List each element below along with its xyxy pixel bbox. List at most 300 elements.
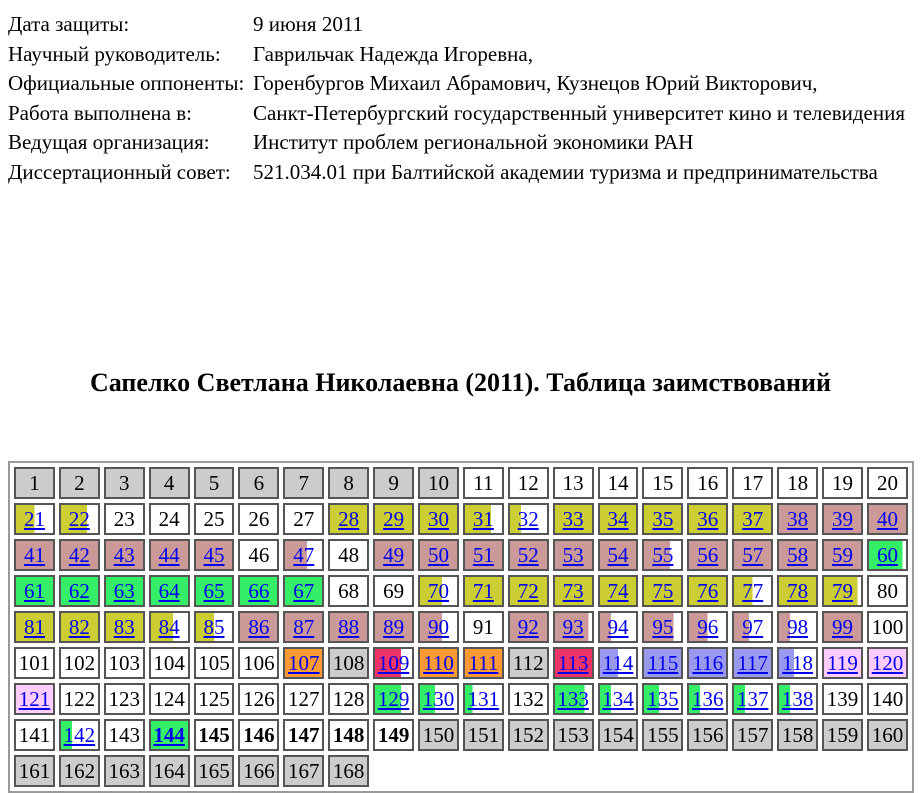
page-link[interactable]: 119 bbox=[827, 651, 858, 675]
page-link[interactable]: 88 bbox=[338, 615, 360, 639]
page-link[interactable]: 81 bbox=[23, 615, 45, 639]
page-link[interactable]: 63 bbox=[113, 579, 135, 603]
page-link[interactable]: 135 bbox=[647, 687, 679, 711]
page-cell bbox=[194, 467, 235, 499]
page-link[interactable]: 87 bbox=[293, 615, 315, 639]
page-cell[interactable] bbox=[508, 539, 549, 571]
page-number: 20 bbox=[876, 471, 898, 495]
page-cell bbox=[822, 467, 863, 499]
page-number: 159 bbox=[826, 723, 859, 747]
page-cell[interactable] bbox=[59, 575, 100, 607]
page-cell bbox=[104, 719, 145, 751]
page-cell[interactable] bbox=[149, 539, 190, 571]
page-link[interactable]: 90 bbox=[427, 615, 449, 639]
page-row bbox=[14, 539, 908, 571]
page-link[interactable]: 57 bbox=[742, 543, 764, 567]
page-cell[interactable] bbox=[508, 503, 549, 535]
page-cell bbox=[598, 467, 639, 499]
page-cell[interactable] bbox=[687, 575, 728, 607]
page-number: 126 bbox=[243, 687, 275, 711]
page-cell bbox=[508, 647, 549, 679]
page-link[interactable]: 99 bbox=[831, 615, 853, 639]
page-link[interactable]: 62 bbox=[68, 579, 90, 603]
page-cell[interactable] bbox=[598, 575, 639, 607]
page-row bbox=[14, 467, 908, 499]
page-cell[interactable] bbox=[777, 683, 818, 715]
page-cell[interactable] bbox=[642, 647, 683, 679]
page-cell[interactable] bbox=[14, 503, 55, 535]
page-cell[interactable] bbox=[194, 575, 235, 607]
page-link[interactable]: 42 bbox=[68, 543, 90, 567]
page-link[interactable]: 144 bbox=[153, 723, 185, 747]
page-link[interactable]: 50 bbox=[427, 543, 449, 567]
page-link[interactable]: 72 bbox=[517, 579, 539, 603]
page-cell[interactable] bbox=[149, 575, 190, 607]
page-cell[interactable] bbox=[463, 647, 504, 679]
info-label: Ведущая организация: bbox=[8, 130, 210, 155]
page-number: 152 bbox=[512, 723, 544, 747]
page-number: 12 bbox=[517, 471, 539, 495]
page-cell bbox=[777, 719, 818, 751]
page-link[interactable]: 118 bbox=[782, 651, 813, 675]
page-link[interactable]: 78 bbox=[787, 579, 809, 603]
page-link[interactable]: 93 bbox=[562, 615, 584, 639]
page-number: 128 bbox=[332, 687, 365, 711]
page-number: 156 bbox=[692, 723, 724, 747]
page-link[interactable]: 66 bbox=[248, 579, 270, 603]
page-link[interactable]: 67 bbox=[293, 579, 315, 603]
page-number-current: 147 bbox=[288, 723, 320, 747]
page-link[interactable]: 36 bbox=[697, 507, 719, 531]
page-number: 160 bbox=[871, 723, 904, 747]
page-cell[interactable] bbox=[104, 611, 145, 643]
page-link[interactable]: 32 bbox=[517, 507, 539, 531]
page-cell bbox=[149, 467, 190, 499]
page-number: 25 bbox=[203, 507, 225, 531]
page-link[interactable]: 86 bbox=[248, 615, 270, 639]
page-link[interactable]: 130 bbox=[422, 687, 455, 711]
dissertation-info-table bbox=[8, 10, 913, 188]
page-number: 46 bbox=[248, 543, 270, 567]
page-number: 165 bbox=[198, 759, 230, 783]
page-cell[interactable] bbox=[598, 611, 639, 643]
page-number: 14 bbox=[607, 471, 629, 495]
page-number: 80 bbox=[876, 579, 898, 603]
page-cell[interactable] bbox=[104, 575, 145, 607]
page-cell[interactable] bbox=[418, 683, 459, 715]
page-row bbox=[14, 575, 908, 607]
page-number: 15 bbox=[652, 471, 674, 495]
page-cell[interactable] bbox=[822, 539, 863, 571]
page-number: 48 bbox=[338, 543, 360, 567]
page-link[interactable]: 37 bbox=[742, 507, 764, 531]
page-number: 105 bbox=[198, 651, 230, 675]
page-header-number: 7 bbox=[298, 471, 310, 495]
page-link[interactable]: 71 bbox=[472, 579, 494, 603]
page-link[interactable]: 56 bbox=[697, 543, 719, 567]
page-cell bbox=[283, 503, 324, 535]
page-cell[interactable] bbox=[867, 503, 908, 535]
page-link[interactable]: 77 bbox=[742, 579, 764, 603]
page-cell[interactable] bbox=[732, 575, 773, 607]
page-link[interactable]: 98 bbox=[787, 615, 809, 639]
page-cell[interactable] bbox=[777, 539, 818, 571]
page-link[interactable]: 115 bbox=[647, 651, 679, 675]
page-cell[interactable] bbox=[732, 683, 773, 715]
page-cell[interactable] bbox=[732, 503, 773, 535]
page-number-current: 145 bbox=[198, 723, 230, 747]
page-cell[interactable] bbox=[642, 503, 683, 535]
page-cell bbox=[328, 647, 369, 679]
page-link[interactable]: 22 bbox=[68, 507, 90, 531]
page-number: 13 bbox=[562, 471, 584, 495]
page-number: 104 bbox=[153, 651, 185, 675]
page-cell bbox=[149, 755, 190, 787]
page-cell[interactable] bbox=[14, 611, 55, 643]
page-link[interactable]: 33 bbox=[562, 507, 584, 531]
page-cell[interactable] bbox=[59, 719, 100, 751]
page-cell[interactable] bbox=[598, 503, 639, 535]
page-cell[interactable] bbox=[642, 539, 683, 571]
page-cell bbox=[328, 683, 369, 715]
page-cell bbox=[59, 683, 100, 715]
info-label: Диссертационный совет: bbox=[8, 160, 231, 185]
page-row bbox=[14, 683, 908, 715]
page-link[interactable]: 76 bbox=[697, 579, 719, 603]
page-cell[interactable] bbox=[777, 575, 818, 607]
page-link[interactable]: 47 bbox=[293, 543, 315, 567]
page-number: 102 bbox=[63, 651, 96, 675]
info-label: Дата защиты: bbox=[8, 12, 130, 36]
page-cell bbox=[732, 719, 773, 751]
page-cell[interactable] bbox=[687, 683, 728, 715]
page-link[interactable]: 129 bbox=[377, 687, 410, 711]
info-value: Горенбургов Михаил Абрамович, Кузнецов Юрий Викторович, bbox=[253, 71, 818, 96]
page-number: 168 bbox=[332, 759, 365, 783]
page-cell[interactable] bbox=[283, 611, 324, 643]
page-cell bbox=[418, 467, 459, 499]
page-cell[interactable] bbox=[687, 503, 728, 535]
page-cell bbox=[463, 467, 504, 499]
page-link[interactable]: 117 bbox=[737, 651, 769, 675]
page-header-number: 8 bbox=[343, 471, 354, 495]
page-link[interactable]: 39 bbox=[831, 507, 853, 531]
page-number: 19 bbox=[831, 471, 853, 495]
page-link[interactable]: 44 bbox=[158, 543, 180, 567]
page-number: 69 bbox=[383, 579, 405, 603]
page-header-number: 5 bbox=[208, 471, 220, 495]
page-link[interactable]: 84 bbox=[158, 615, 180, 639]
page-link[interactable]: 43 bbox=[113, 543, 135, 567]
page-link[interactable]: 45 bbox=[203, 543, 225, 567]
info-value: 9 июня 2011 bbox=[253, 12, 364, 36]
page-link[interactable]: 97 bbox=[742, 615, 764, 639]
page-cell[interactable] bbox=[553, 647, 594, 679]
page-cell bbox=[238, 719, 279, 751]
page-link[interactable]: 41 bbox=[23, 543, 45, 567]
page-link[interactable]: 94 bbox=[607, 615, 629, 639]
info-label: Работа выполнена в: bbox=[8, 100, 192, 125]
page-link[interactable]: 65 bbox=[203, 579, 225, 603]
page-cell bbox=[149, 683, 190, 715]
info-value: Гаврильчак Надежда Игоревна, bbox=[253, 41, 533, 66]
page-cell[interactable] bbox=[373, 647, 414, 679]
page-cell[interactable] bbox=[283, 539, 324, 571]
page-cell[interactable] bbox=[822, 647, 863, 679]
page-link[interactable]: 70 bbox=[427, 579, 449, 603]
page-row bbox=[14, 755, 908, 787]
page-cell[interactable] bbox=[14, 575, 55, 607]
page-cell[interactable] bbox=[373, 539, 414, 571]
page-link[interactable]: 134 bbox=[602, 687, 634, 711]
page-link[interactable]: 96 bbox=[697, 615, 719, 639]
page-link[interactable]: 116 bbox=[692, 651, 724, 675]
page-link[interactable]: 28 bbox=[338, 507, 360, 531]
info-row-defense-date bbox=[8, 10, 913, 40]
page-cell[interactable] bbox=[822, 575, 863, 607]
page-link[interactable]: 120 bbox=[871, 651, 904, 675]
page-cell bbox=[687, 719, 728, 751]
page-cell[interactable] bbox=[463, 575, 504, 607]
page-cell bbox=[149, 647, 190, 679]
page-cell bbox=[373, 467, 414, 499]
page-number: 16 bbox=[697, 471, 719, 495]
info-value: Санкт-Петербургский государственный университет кино и телевидения bbox=[253, 100, 906, 125]
page-link[interactable]: 83 bbox=[113, 615, 135, 639]
page-cell[interactable] bbox=[328, 503, 369, 535]
page-number: 106 bbox=[243, 651, 275, 675]
page-cell[interactable] bbox=[373, 683, 414, 715]
page-cell[interactable] bbox=[598, 539, 639, 571]
page-number: 101 bbox=[18, 651, 51, 675]
page-cell[interactable] bbox=[777, 503, 818, 535]
page-cell[interactable] bbox=[418, 539, 459, 571]
page-cell bbox=[867, 683, 908, 715]
page-cell[interactable] bbox=[14, 683, 55, 715]
page-link[interactable]: 49 bbox=[383, 543, 405, 567]
page-link[interactable]: 35 bbox=[652, 507, 674, 531]
page-cell[interactable] bbox=[553, 611, 594, 643]
page-number: 11 bbox=[473, 471, 494, 495]
page-link[interactable]: 111 bbox=[468, 651, 499, 675]
page-cell bbox=[642, 467, 683, 499]
info-row-leading-org bbox=[8, 128, 913, 158]
page-link[interactable]: 121 bbox=[18, 687, 51, 711]
page-cell[interactable] bbox=[732, 539, 773, 571]
page-cell[interactable] bbox=[418, 503, 459, 535]
page-link[interactable]: 89 bbox=[383, 615, 405, 639]
page-number: 163 bbox=[108, 759, 140, 783]
page-cell bbox=[14, 467, 55, 499]
page-link[interactable]: 61 bbox=[23, 579, 45, 603]
page-link[interactable]: 95 bbox=[652, 615, 674, 639]
page-cell[interactable] bbox=[822, 503, 863, 535]
page-cell[interactable] bbox=[59, 539, 100, 571]
page-cell[interactable] bbox=[149, 611, 190, 643]
page-cell[interactable] bbox=[463, 539, 504, 571]
page-cell[interactable] bbox=[508, 575, 549, 607]
page-link[interactable]: 74 bbox=[607, 579, 629, 603]
page-cell[interactable] bbox=[418, 647, 459, 679]
page-number-current: 146 bbox=[243, 723, 275, 747]
page-cell[interactable] bbox=[149, 719, 190, 751]
page-link[interactable]: 133 bbox=[557, 687, 589, 711]
page-number-current: 148 bbox=[332, 723, 365, 747]
page-cell[interactable] bbox=[194, 539, 235, 571]
page-link[interactable]: 73 bbox=[562, 579, 584, 603]
page-cell bbox=[104, 647, 145, 679]
page-cell bbox=[194, 503, 235, 535]
info-row-opponents bbox=[8, 69, 913, 99]
page-link[interactable]: 138 bbox=[781, 687, 814, 711]
page-link[interactable]: 31 bbox=[472, 507, 494, 531]
page-link[interactable]: 136 bbox=[692, 687, 724, 711]
page-link[interactable]: 34 bbox=[607, 507, 629, 531]
page-cell[interactable] bbox=[642, 683, 683, 715]
page-link[interactable]: 51 bbox=[472, 543, 494, 567]
page-cell bbox=[463, 611, 504, 643]
page-cell[interactable] bbox=[553, 575, 594, 607]
page-link[interactable]: 30 bbox=[427, 507, 449, 531]
page-link[interactable]: 113 bbox=[557, 651, 589, 675]
page-number: 143 bbox=[108, 723, 140, 747]
page-number: 112 bbox=[512, 651, 544, 675]
page-cell[interactable] bbox=[59, 503, 100, 535]
page-header-number: 10 bbox=[427, 471, 449, 495]
page-link[interactable]: 107 bbox=[288, 651, 320, 675]
page-link[interactable]: 60 bbox=[876, 543, 898, 567]
page-cell[interactable] bbox=[418, 611, 459, 643]
page-link[interactable]: 109 bbox=[377, 651, 410, 675]
page-cell[interactable] bbox=[194, 611, 235, 643]
page-cell[interactable] bbox=[732, 611, 773, 643]
page-cell bbox=[508, 683, 549, 715]
page-header-number: 3 bbox=[118, 471, 130, 495]
page-number: 150 bbox=[422, 723, 455, 747]
borrowings-table bbox=[8, 461, 914, 793]
page-link[interactable]: 55 bbox=[652, 543, 674, 567]
page-cell bbox=[687, 467, 728, 499]
page-link[interactable]: 114 bbox=[602, 651, 634, 675]
page-cell[interactable] bbox=[687, 539, 728, 571]
page-cell[interactable] bbox=[463, 503, 504, 535]
page-cell bbox=[194, 683, 235, 715]
page-link[interactable]: 131 bbox=[467, 687, 500, 711]
page-number: 153 bbox=[557, 723, 589, 747]
page-number: 108 bbox=[332, 651, 365, 675]
page-number: 141 bbox=[18, 723, 51, 747]
page-link[interactable]: 75 bbox=[652, 579, 674, 603]
page-cell bbox=[59, 467, 100, 499]
page-cell[interactable] bbox=[777, 611, 818, 643]
page-link[interactable]: 21 bbox=[23, 507, 45, 531]
page-cell[interactable] bbox=[598, 647, 639, 679]
info-value: Институт проблем региональной экономики РАН bbox=[253, 130, 694, 155]
page-cell[interactable] bbox=[238, 611, 279, 643]
page-cell[interactable] bbox=[418, 575, 459, 607]
page-link[interactable]: 82 bbox=[68, 615, 90, 639]
page-number: 157 bbox=[736, 723, 769, 747]
page-number: 23 bbox=[113, 507, 135, 531]
page-cell bbox=[867, 719, 908, 751]
page-cell[interactable] bbox=[732, 647, 773, 679]
info-label: Научный руководитель: bbox=[8, 41, 221, 66]
page-link[interactable]: 92 bbox=[517, 615, 539, 639]
page-cell bbox=[508, 719, 549, 751]
page-link[interactable]: 85 bbox=[203, 615, 225, 639]
page-cell bbox=[194, 719, 235, 751]
page-link[interactable]: 137 bbox=[736, 687, 769, 711]
page-link[interactable]: 53 bbox=[562, 543, 584, 567]
page-cell bbox=[104, 503, 145, 535]
page-cell[interactable] bbox=[373, 503, 414, 535]
page-cell[interactable] bbox=[598, 683, 639, 715]
page-cell bbox=[328, 467, 369, 499]
page-link[interactable]: 52 bbox=[517, 543, 539, 567]
page-cell[interactable] bbox=[508, 611, 549, 643]
page-cell[interactable] bbox=[642, 611, 683, 643]
page-cell[interactable] bbox=[777, 647, 818, 679]
page-cell bbox=[283, 719, 324, 751]
page-cell[interactable] bbox=[283, 647, 324, 679]
page-cell[interactable] bbox=[59, 611, 100, 643]
page-cell[interactable] bbox=[238, 575, 279, 607]
page-number: 166 bbox=[243, 759, 275, 783]
page-cell[interactable] bbox=[104, 539, 145, 571]
page-cell[interactable] bbox=[867, 539, 908, 571]
page-cell[interactable] bbox=[553, 503, 594, 535]
page-cell[interactable] bbox=[283, 575, 324, 607]
page-cell[interactable] bbox=[553, 683, 594, 715]
page-link[interactable]: 29 bbox=[383, 507, 405, 531]
page-number: 100 bbox=[871, 615, 904, 639]
page-cell bbox=[553, 467, 594, 499]
page-number: 167 bbox=[288, 759, 320, 783]
page-link[interactable]: 64 bbox=[158, 579, 180, 603]
page-cell bbox=[238, 647, 279, 679]
page-cell[interactable] bbox=[642, 575, 683, 607]
page-cell[interactable] bbox=[822, 611, 863, 643]
page-link[interactable]: 59 bbox=[831, 543, 853, 567]
page-link[interactable]: 54 bbox=[607, 543, 629, 567]
page-cell bbox=[59, 647, 100, 679]
info-row-supervisor bbox=[8, 40, 913, 70]
page-number: 164 bbox=[153, 759, 185, 783]
page-link[interactable]: 142 bbox=[63, 723, 96, 747]
page-cell[interactable] bbox=[553, 539, 594, 571]
page-link[interactable]: 58 bbox=[787, 543, 809, 567]
page-cell[interactable] bbox=[687, 647, 728, 679]
page-link[interactable]: 110 bbox=[423, 651, 454, 675]
page-cell bbox=[238, 503, 279, 535]
page-number: 151 bbox=[467, 723, 500, 747]
page-cell[interactable] bbox=[14, 539, 55, 571]
page-cell bbox=[238, 755, 279, 787]
page-cell[interactable] bbox=[328, 611, 369, 643]
page-link[interactable]: 40 bbox=[876, 507, 898, 531]
page-link[interactable]: 79 bbox=[831, 579, 853, 603]
page-header-number: 4 bbox=[163, 471, 175, 495]
page-link[interactable]: 38 bbox=[787, 507, 809, 531]
page-cell[interactable] bbox=[687, 611, 728, 643]
page-cell bbox=[328, 719, 369, 751]
page-cell[interactable] bbox=[463, 683, 504, 715]
empty-cell bbox=[373, 755, 908, 787]
page-cell bbox=[104, 467, 145, 499]
page-cell[interactable] bbox=[867, 647, 908, 679]
page-cell[interactable] bbox=[373, 611, 414, 643]
page-cell bbox=[373, 719, 414, 751]
